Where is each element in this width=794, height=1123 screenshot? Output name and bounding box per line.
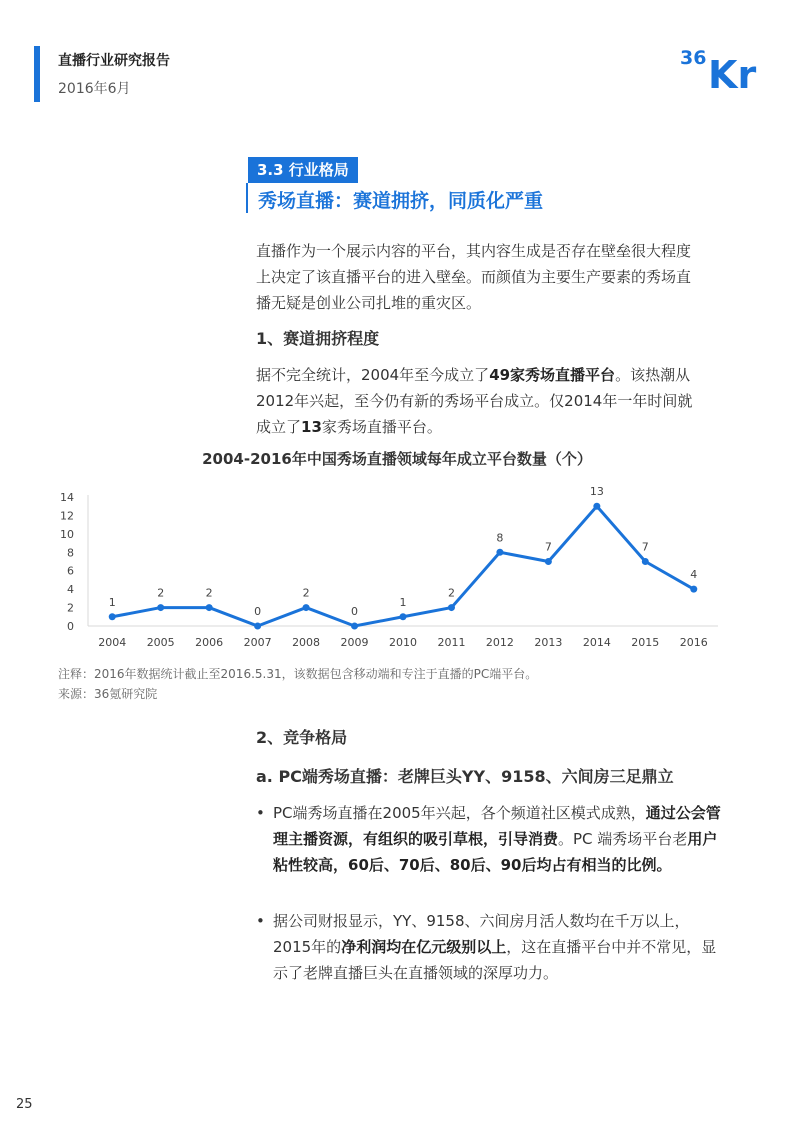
x-tick-label: 2010 [389,636,417,649]
data-point [448,604,455,611]
x-tick-label: 2013 [534,636,563,649]
brand-logo [680,44,764,94]
data-label: 1 [399,595,407,609]
intro-line: 直播作为一个展示内容的平台，其内容生成是否存在壁垒很大程度 [256,242,692,260]
page-number: 25 [16,1097,33,1112]
data-point [400,613,407,620]
data-point [690,586,697,593]
intro-paragraph [256,238,722,316]
x-tick-label: 2005 [146,636,175,649]
data-label: 2 [302,586,310,600]
x-tick-label: 2008 [292,636,321,649]
subheading-pc-show: a. PC端秀场直播：老牌巨头YY、9158、六间房三足鼎立 [256,767,674,786]
bullet-dot: • [256,804,265,822]
x-tick-label: 2014 [582,636,611,649]
data-point [593,503,600,510]
y-tick-label: 0 [67,620,74,633]
data-point [254,623,261,630]
data-label: 7 [641,540,649,554]
data-point [496,549,503,556]
data-point [351,623,358,630]
x-tick-label: 2011 [437,636,466,649]
subheading-crowding: 1、赛道拥挤程度 [256,329,380,348]
data-point [545,558,552,565]
chart-note: 注释：2016年数据统计截止至2016.5.31，该数据包含移动端和专注于直播的PC端平台。 [58,667,538,681]
data-label: 8 [496,531,504,545]
report-date: 2016年6月 [58,81,131,97]
y-tick-label: 4 [67,583,74,597]
x-tick-label: 2006 [195,636,224,649]
logo-text-kr: Kr [708,53,757,94]
x-tick-label: 2007 [243,636,272,649]
data-label: 13 [589,485,604,499]
x-tick-label: 2009 [340,636,369,649]
section-title: 秀场直播：赛道拥挤，同质化严重 [258,190,544,212]
data-label: 2 [447,586,455,600]
bullet-item [256,800,726,878]
bullet-item [256,908,726,986]
x-tick-label: 2016 [679,636,708,649]
data-label: 2 [205,586,213,600]
data-point [157,604,164,611]
report-title: 直播行业研究报告 [58,53,170,69]
data-label: 4 [690,568,698,582]
intro-line: 播无疑是创业公司扎堆的重灾区。 [256,294,482,312]
data-label: 0 [254,605,262,618]
paragraph-line: 2012年兴起，至今仍有新的秀场平台成立。仅2014年一年时间就 [256,392,693,410]
section-tag: 3.3 行业格局 [248,157,358,183]
bullet-dot: • [256,912,265,930]
section-divider [246,183,248,213]
data-point [109,613,116,620]
x-tick-label: 2012 [485,636,514,649]
data-label: 7 [544,540,552,554]
data-point [206,604,213,611]
y-tick-label: 6 [67,564,74,578]
data-point [303,604,310,611]
y-tick-label: 12 [60,509,74,523]
highlight-13: 13 [301,418,322,436]
crowding-paragraph [256,362,722,440]
header-accent-bar [34,46,40,102]
chart-title: 2004-2016年中国秀场直播领域每年成立平台数量（个） [202,450,592,468]
data-label: 2 [157,586,165,600]
y-tick-label: 2 [67,601,74,615]
y-tick-label: 8 [67,546,74,560]
logo-text-36: 36 [680,47,707,69]
y-tick-label: 14 [60,491,74,504]
data-label: 0 [351,605,359,618]
paragraph-line: 成立了13家秀场直播平台。 [256,418,442,436]
x-tick-label: 2015 [631,636,660,649]
subheading-competition: 2、竞争格局 [256,728,348,747]
data-label: 1 [108,595,116,609]
paragraph-line: 据不完全统计，2004年至今成立了49家秀场直播平台。该热潮从 [256,366,691,384]
data-point [642,558,649,565]
chart-source: 来源：36氪研究院 [58,687,158,701]
y-tick-label: 10 [60,527,74,541]
bullet-text: PC端秀场直播在2005年兴起，各个频道社区模式成熟，通过公会管理主播资源，有组织的吸引草根，引导消费。PC 端秀场平台老用户粘性较高，60后、70后、80后、90后均占有相当的比例。 [273,804,721,874]
intro-line: 上决定了该直播平台的进入壁垒。而颜值为主要生产要素的秀场直 [256,268,692,286]
highlight-49: 49家秀场直播平台 [489,366,616,384]
line-chart [40,478,730,656]
bullet-text: 据公司财报显示，YY、9158、六间房月活人数均在千万以上，2015年的净利润均在亿元级别以上，这在直播平台中并不常见，显示了老牌直播巨头在直播领域的深厚功力。 [273,912,717,982]
x-tick-label: 2004 [98,636,127,649]
